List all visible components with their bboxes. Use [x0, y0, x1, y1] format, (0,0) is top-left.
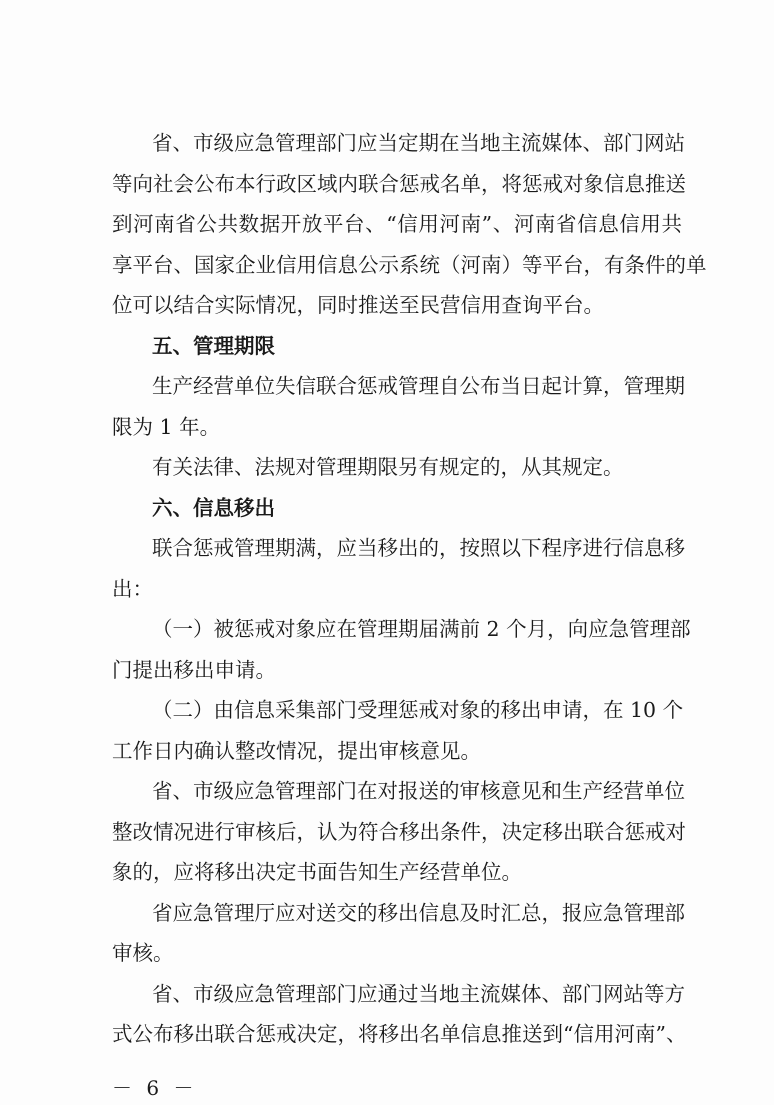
list-item-line: （一）被惩戒对象应在管理期届满前 2 个月，向应急管理部 — [152, 617, 691, 641]
paragraph-line: 生产经营单位失信联合惩戒管理自公布当日起计算，管理期 — [152, 374, 685, 398]
section-heading: 六、信息移出 — [152, 495, 275, 520]
paragraph-line: 有关法律、法规对管理期限另有规定的，从其规定。 — [152, 455, 624, 479]
paragraph-line: 式公布移出联合惩戒决定，将移出名单信息推送到“信用河南”、 — [112, 1022, 687, 1046]
paragraph-line: 享平台、国家企业信用信息公示系统（河南）等平台，有条件的单 — [112, 252, 707, 277]
paragraph-line: 到河南省公共数据开放平台、“信用河南”、河南省信息信用共 — [112, 212, 682, 236]
paragraph-line: 出： — [112, 576, 153, 601]
paragraph-line: 审核。 — [112, 941, 174, 965]
paragraph-line: 省应急管理厅应对送交的移出信息及时汇总，报应急管理部 — [152, 900, 685, 925]
paragraph-line: 等向社会公布本行政区域内联合惩戒名单，将惩戒对象信息推送 — [112, 171, 686, 196]
paragraph-line: 位可以结合实际情况，同时推送至民营信用查询平台。 — [112, 293, 604, 317]
list-item-line: 门提出移出申请。 — [112, 657, 276, 682]
list-item-line: 工作日内确认整改情况，提出审核意见。 — [112, 738, 481, 763]
paragraph-line: 象的，应将移出决定书面告知生产经营单位。 — [112, 860, 522, 884]
paragraph-line: 省、市级应急管理部门在对报送的审核意见和生产经营单位 — [152, 779, 685, 803]
page-number: － 6 － — [112, 1075, 198, 1100]
paragraph-line: 省、市级应急管理部门应通过当地主流媒体、部门网站等方 — [152, 981, 685, 1006]
paragraph-line: 联合惩戒管理期满，应当移出的，按照以下程序进行信息移 — [152, 536, 685, 560]
paragraph-line: 省、市级应急管理部门应当定期在当地主流媒体、部门网站 — [152, 131, 685, 155]
list-item-line: （二）由信息采集部门受理惩戒对象的移出申请，在 10 个 — [152, 698, 684, 722]
paragraph-line: 限为 1 年。 — [112, 414, 221, 439]
section-heading: 五、管理期限 — [152, 333, 275, 358]
paragraph-line: 整改情况进行审核后，认为符合移出条件，决定移出联合惩戒对 — [112, 819, 686, 844]
